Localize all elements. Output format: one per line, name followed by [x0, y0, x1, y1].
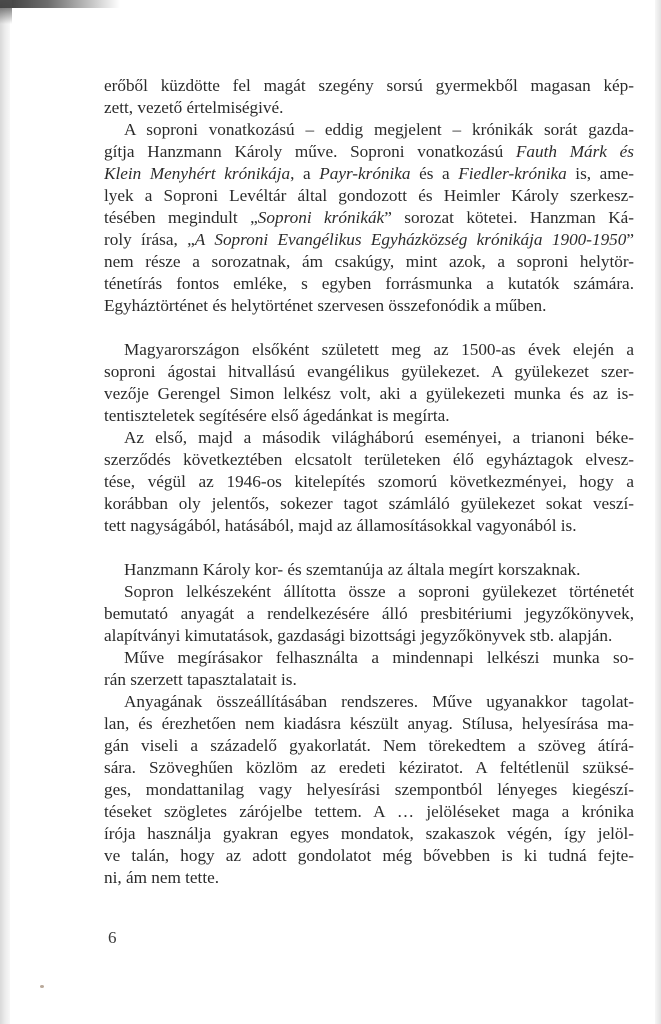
text-segment: erőből küzdötte fel magát szegény sorsú gyermekből magasan kép-: [104, 76, 634, 95]
text-segment: sára. Szöveghűen közlöm az eredeti kéziratot. A feltétlenül szüksé-: [104, 758, 634, 777]
text-line: [104, 669, 634, 691]
text-line: [104, 581, 634, 603]
paragraph-gap: [104, 317, 634, 339]
text-segment: bemutató anyagát a rendelkezésére álló presbitériumi jegyzőkönyvek,: [104, 604, 634, 623]
paragraph: [104, 427, 634, 537]
text-line: [104, 801, 634, 823]
text-line: [104, 757, 634, 779]
text-line: [104, 471, 634, 493]
text-segment: Hanzmann Károly kor- és szemtanúja az általa megírt korszaknak.: [124, 560, 581, 579]
text-segment: Magyarországon elsőként született meg az 1500-as évek elején a: [124, 340, 634, 359]
text-segment: A soproni vonatkozású – eddig megjelent – krónikák sorát gazda-: [124, 120, 634, 139]
text-segment: roly írása, „: [104, 230, 195, 249]
text-line: [104, 251, 634, 273]
paragraph: [104, 339, 634, 427]
text-line: [104, 339, 634, 361]
text-segment: is, ame-: [566, 164, 634, 183]
text-line: [104, 691, 634, 713]
text-line: [104, 449, 634, 471]
text-line: [104, 75, 634, 97]
text-segment: ténetírás fontos emléke, s egyben forrásmunka a kutatók számára.: [104, 274, 634, 293]
text-line: [104, 625, 634, 647]
scan-top-shadow: [0, 0, 120, 8]
text-segment: soproni ágostai hitvallású evangélikus gyülekezet. A gyülekezet szer-: [104, 362, 634, 381]
text-segment: tett nagyságából, hatásából, majd az államosításokkal vagyonából is.: [104, 516, 577, 535]
scan-corner-shadow: [0, 0, 12, 24]
text-segment: vezője Gerengel Simon lelkész volt, aki a gyülekezeti munka és az is-: [104, 384, 634, 403]
italic-title-text: Soproni krónikák: [257, 208, 385, 227]
text-line: [104, 141, 634, 163]
text-segment: Műve megírásakor felhasználta a mindennapi lelkészi munka so-: [124, 648, 634, 667]
paragraph: [104, 75, 634, 119]
text-segment: lan, és érezhetően nem kiadásra készült anyag. Stílusa, helyesírása ma-: [104, 714, 634, 733]
paragraph: [104, 581, 634, 647]
text-segment: tentiszteletek segítésére első ágedánkat is megírta.: [104, 406, 450, 425]
text-segment: Sopron lelkészeként állította össze a soproni gyülekezet történetét: [124, 582, 634, 601]
text-line: [104, 229, 634, 251]
text-segment: Egyháztörténet és helytörténet szervesen összefonódik a műben.: [104, 296, 547, 315]
text-segment: lyek a Soproni Levéltár által gondozott és Heimler Károly szerkesz-: [104, 186, 634, 205]
body-text: [104, 75, 634, 889]
text-segment: és a: [410, 164, 459, 183]
text-segment: rán szerzett tapasztalatait is.: [104, 670, 297, 689]
scan-speck: [40, 985, 44, 988]
text-segment: ”: [626, 230, 634, 249]
text-line: [104, 559, 634, 581]
text-line: [104, 295, 634, 317]
text-line: [104, 779, 634, 801]
text-line: [104, 97, 634, 119]
text-line: [104, 119, 634, 141]
text-segment: alapítványi kimutatások, gazdasági bizottsági jegyzőkönyvek stb. alapján.: [104, 626, 613, 645]
text-line: [104, 515, 634, 537]
italic-title-text: Fauth Márk és: [515, 142, 634, 161]
text-line: [104, 493, 634, 515]
text-line: [104, 647, 634, 669]
text-line: [104, 427, 634, 449]
text-segment: tése, végül az 1946-os kitelepítés szomorú következményei, hogy a: [104, 472, 634, 491]
paragraph: [104, 647, 634, 691]
text-segment: ni, ám nem tette.: [104, 868, 220, 887]
text-segment: zett, vezető értelmiségivé.: [104, 98, 284, 117]
text-segment: téseket szögletes zárójelbe tettem. A … jelöléseket maga a krónika: [104, 802, 634, 821]
paragraph: [104, 691, 634, 889]
text-segment: nem része a sorozatnak, ám csakúgy, mint azok, a soproni helytör-: [104, 252, 634, 271]
text-segment: gítja Hanzmann Károly műve. Soproni vonatkozású: [104, 142, 516, 161]
italic-title-text: Payr-krónika: [319, 164, 411, 183]
text-line: [104, 207, 634, 229]
paragraph: [104, 559, 634, 581]
text-line: [104, 713, 634, 735]
text-line: [104, 361, 634, 383]
paragraph: [104, 119, 634, 317]
text-segment: korábban oly jelentős, sokezer tagot számláló gyülekezet sokat veszí-: [104, 494, 634, 513]
text-segment: ” sorozat kötetei. Hanzman Ká-: [384, 208, 634, 227]
text-segment: tésében megindult „: [104, 208, 258, 227]
text-segment: , a: [290, 164, 320, 183]
text-segment: ve talán, hogy az adott gondolatot még bővebben is ki tudná fejte-: [104, 846, 634, 865]
paragraph-gap: [104, 537, 634, 559]
text-line: [104, 163, 634, 185]
text-line: [104, 867, 634, 889]
text-line: [104, 823, 634, 845]
italic-title-text: Fiedler-krónika: [458, 164, 567, 183]
text-line: [104, 405, 634, 427]
text-segment: ges, mondattanilag vagy helyesírási szempontból lényeges kiegészí-: [104, 780, 634, 799]
text-segment: Anyagának összeállításában rendszeres. Műve ugyanakkor tagolat-: [124, 692, 634, 711]
text-line: [104, 185, 634, 207]
italic-title-text: Klein Menyhért krónikája: [104, 164, 291, 183]
text-line: [104, 273, 634, 295]
text-segment: gán viseli a századelő gyakorlatát. Nem törekedtem a szöveg átírá-: [104, 736, 634, 755]
page-right-edge: [655, 0, 661, 1024]
text-segment: írója használja gyakran egyes mondatok, szakaszok végén, így jelöl-: [104, 824, 634, 843]
page-number: 6: [108, 928, 117, 947]
text-line: [104, 845, 634, 867]
text-line: [104, 383, 634, 405]
text-segment: Az első, majd a második világháború eseményei, a trianoni béke-: [124, 428, 634, 447]
page-left-edge: [0, 0, 10, 1024]
text-segment: szerződés következtében elcsatolt területeken élő egyháztagok elvesz-: [104, 450, 634, 469]
text-line: [104, 735, 634, 757]
text-line: [104, 603, 634, 625]
italic-title-text: A Soproni Evangélikus Egyházközség krónikája 1900-1950: [194, 230, 627, 249]
